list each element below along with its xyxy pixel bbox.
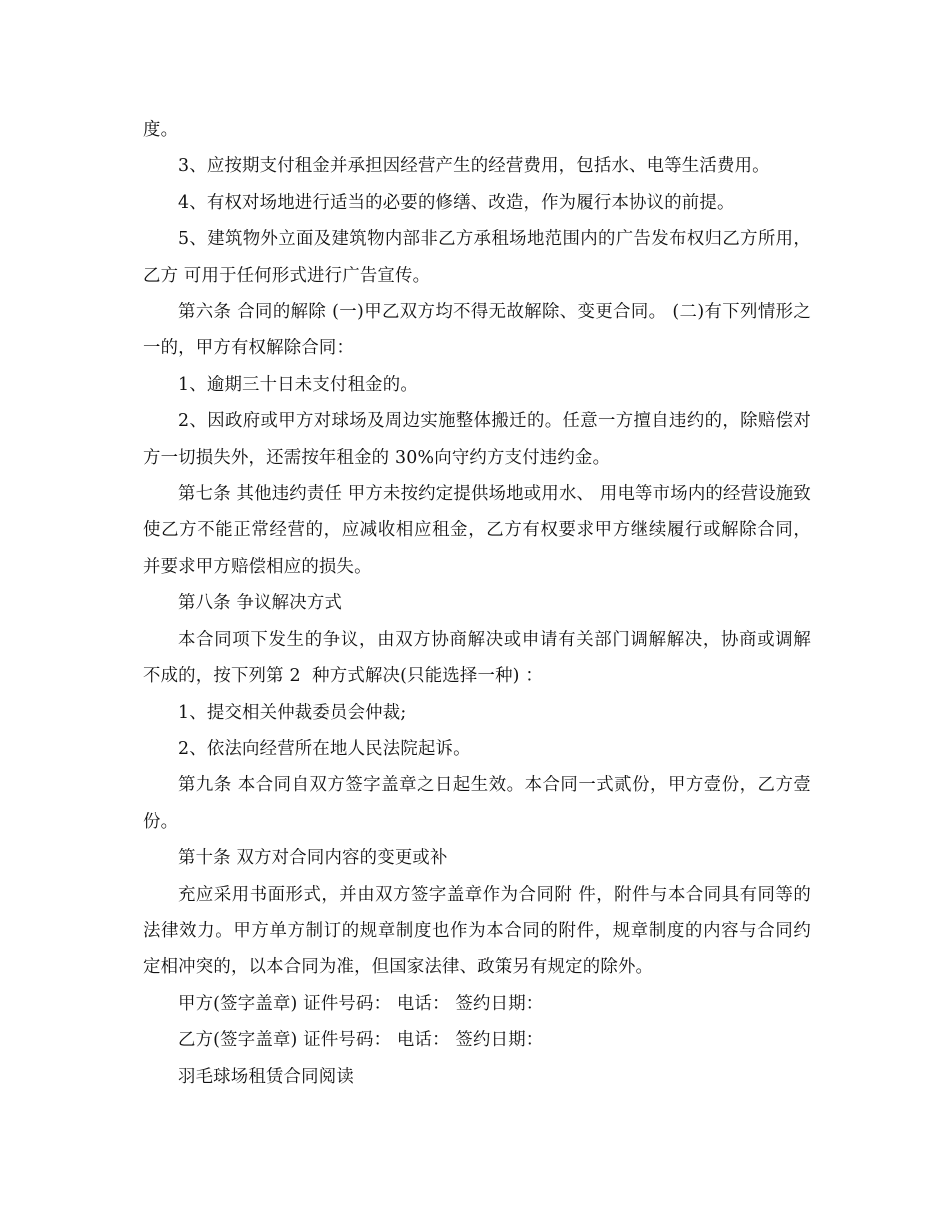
paragraph-article-9: 第九条 本合同自双方签字盖章之日起生效。本合同一式贰份，甲方壹份，乙方壹份。 [143, 775, 811, 832]
paragraph-clause-3: 3、应按期支付租金并承担因经营产生的经营费用，包括水、电等生活费用。 [178, 156, 770, 177]
paragraph-clause-4: 4、有权对场地进行适当的必要的修缮、改造，作为履行本协议的前提。 [178, 192, 735, 213]
paragraph-article-8-item-1: 1、提交相关仲裁委员会仲裁; [178, 702, 407, 723]
signature-line-party-a: 甲方(签字盖章) 证件号码： 电话： 签约日期： [178, 993, 544, 1014]
paragraph-continuation: 度。 [143, 120, 179, 140]
signature-line-party-b: 乙方(签字盖章) 证件号码： 电话： 签约日期： [178, 1030, 544, 1051]
paragraph-article-8-body: 本合同项下发生的争议，由双方协商解决或申请有关部门调解解决，协商或调解不成的，按下列第 2 种方式解决(只能选择一种) ： [143, 629, 811, 687]
paragraph-article-7: 第七条 其他违约责任 甲方未按约定提供场地或用水、 用电等市场内的经营设施致使乙方不能正常经营的，应减收相应租金，乙方有权要求甲方继续履行或解除合同，并要求甲方赔偿相应的损失。 [143, 484, 811, 577]
paragraph-article-6-item-2: 2、因政府或甲方对球场及周边实施整体搬迁的。任意一方擅自违约的，除赔偿对方一切损失外，还需按年租金的 30%向守约方支付违约金。 [143, 411, 811, 468]
paragraph-article-10-heading: 第十条 双方对合同内容的变更或补 [178, 848, 448, 869]
paragraph-article-6: 第六条 合同的解除 (一)甲乙双方均不得无故解除、变更合同。 (二)有下列情形之一的，甲方有权解除合同： [143, 302, 811, 359]
document-body [143, 112, 811, 1095]
paragraph-clause-5: 5、建筑物外立面及建筑物内部非乙方承租场地范围内的广告发布权归乙方所用，乙方 可用于任何形式进行广告宣传。 [143, 229, 811, 286]
paragraph-article-8-item-2: 2、依法向经营所在地人民法院起诉。 [178, 738, 471, 759]
paragraph-article-8-heading: 第八条 争议解决方式 [178, 593, 343, 614]
document-footer-title: 羽毛球场租赁合同阅读 [178, 1066, 354, 1087]
paragraph-article-6-item-1: 1、逾期三十日未支付租金的。 [178, 374, 418, 395]
paragraph-article-10-body: 充应采用书面形式，并由双方签字盖章作为合同附 件，附件与本合同具有同等的法律效力。甲方单方制订的规章制度也作为本合同的附件，规章制度的内容与合同约定相冲突的，以本合同为准，但国家法律、政策另有规定的除外。 [143, 884, 811, 978]
